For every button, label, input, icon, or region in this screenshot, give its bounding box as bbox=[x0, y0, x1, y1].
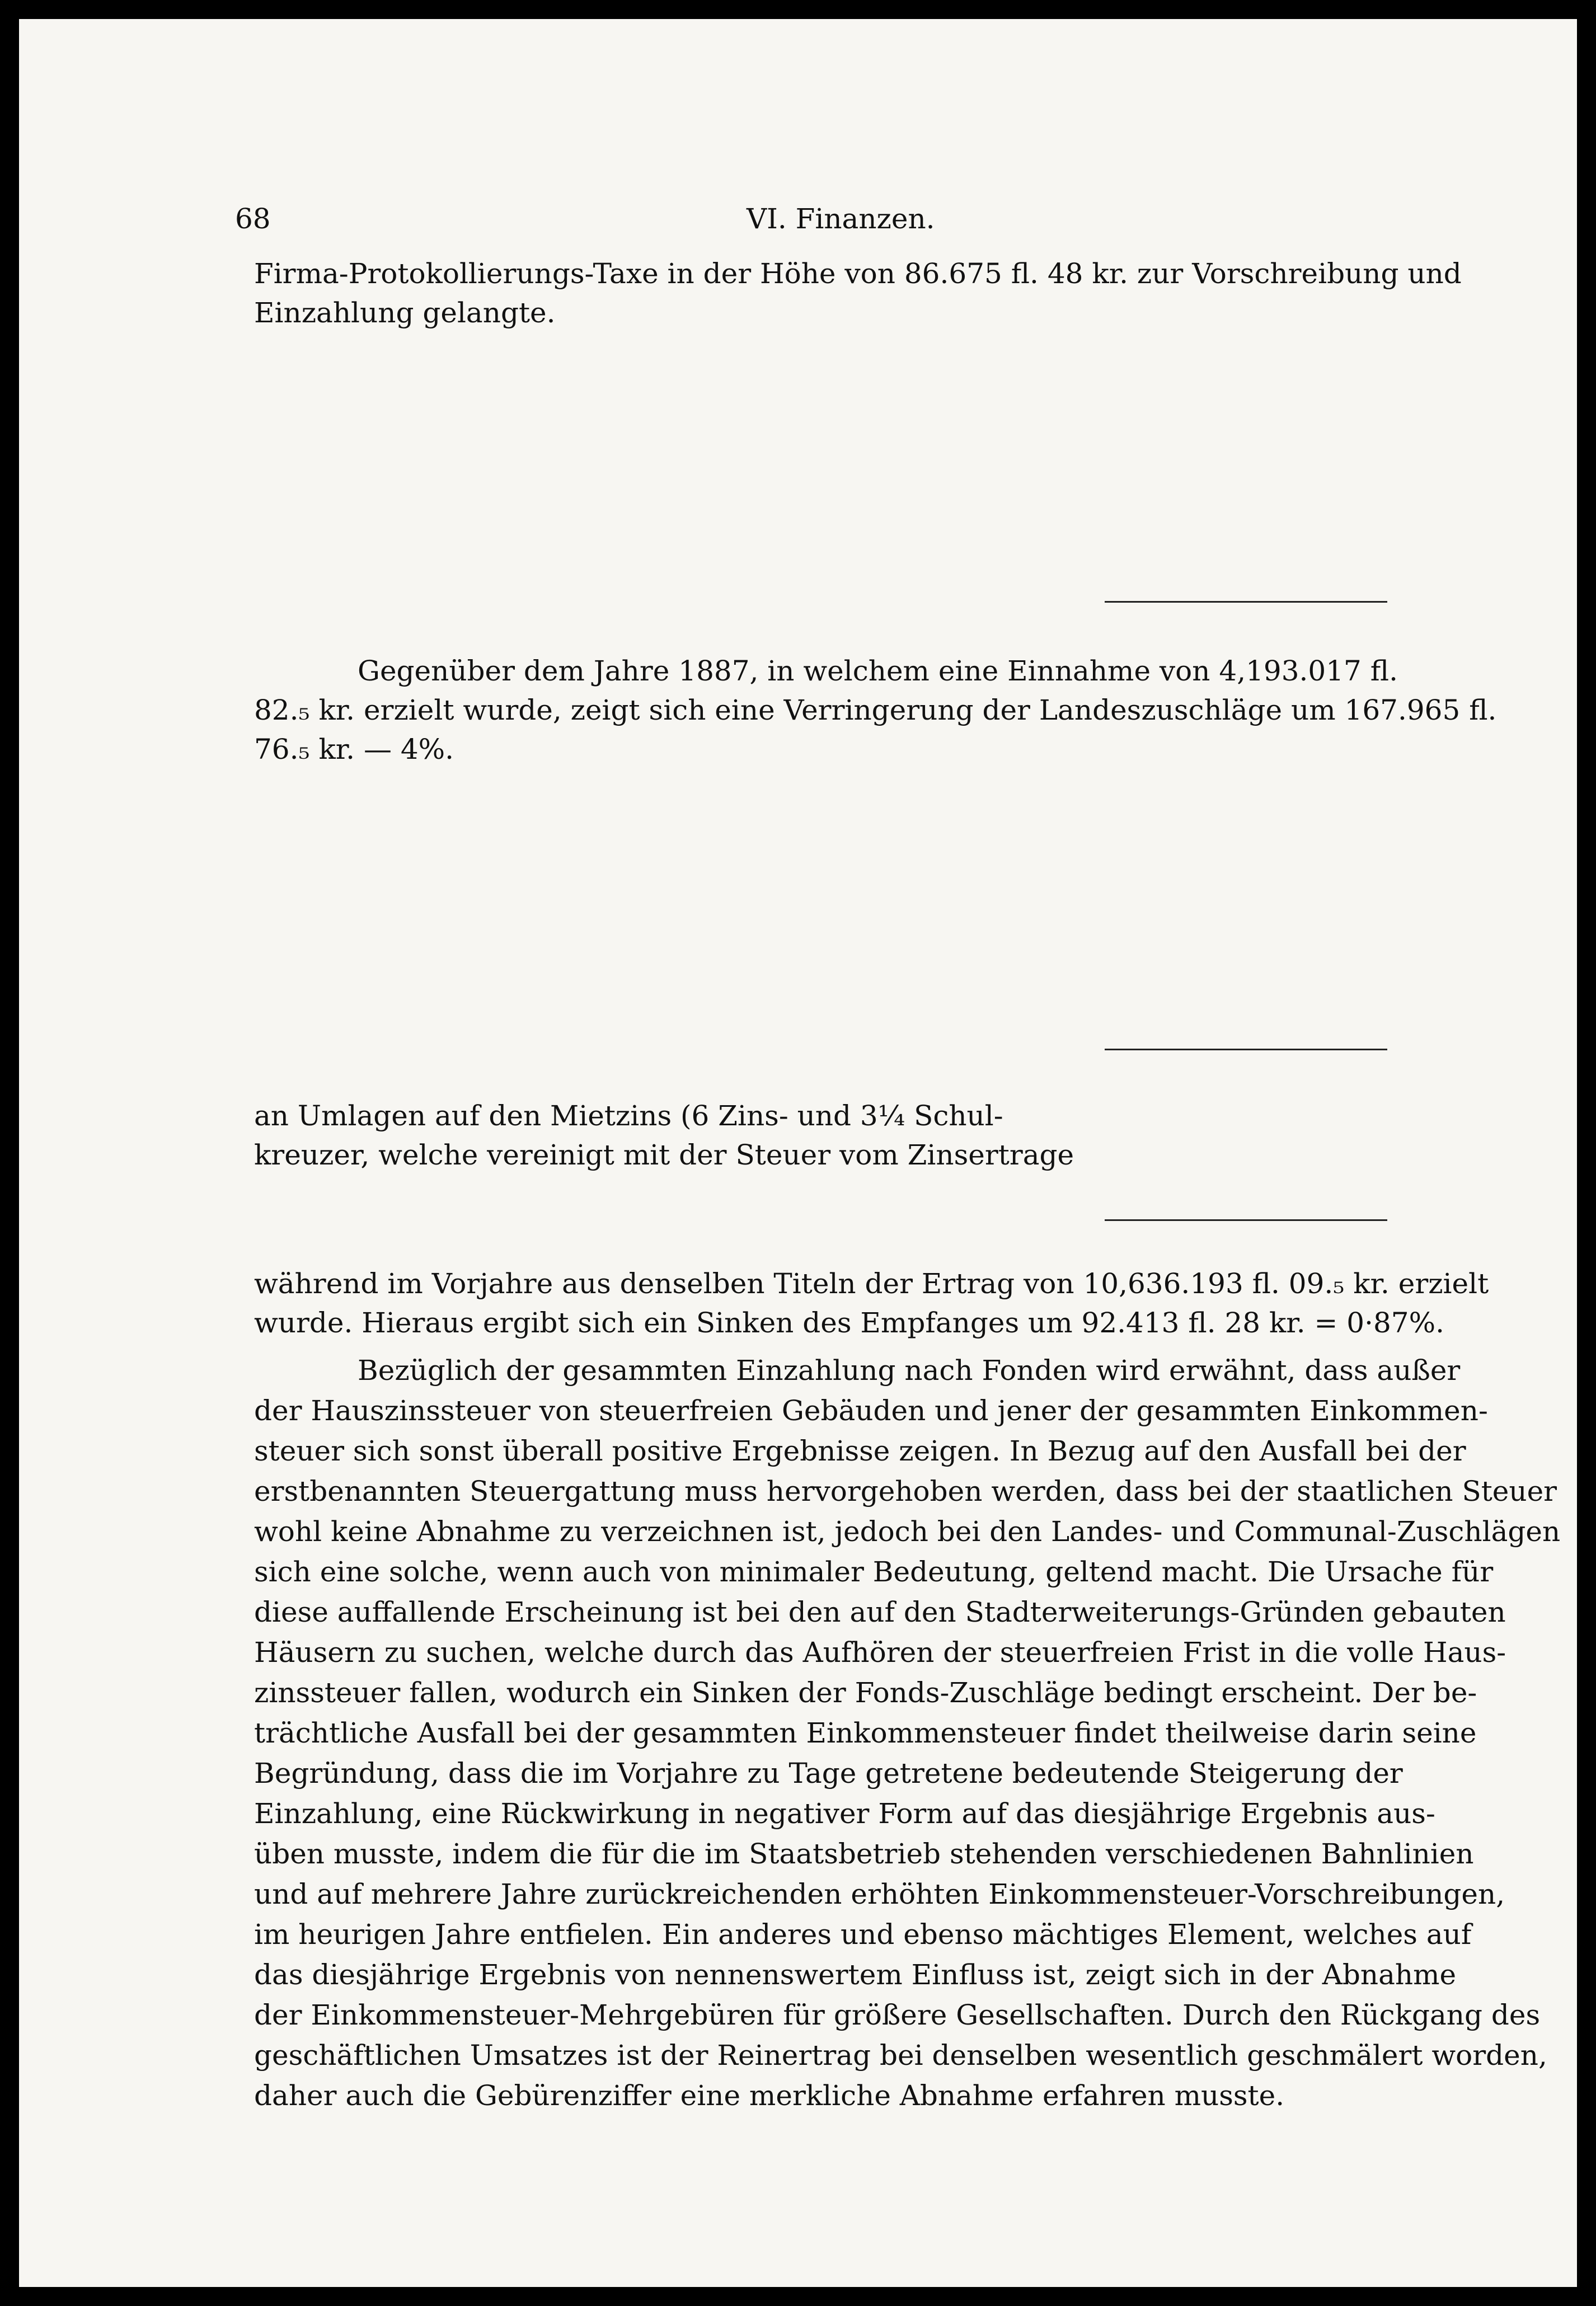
paragraph-line: Häusern zu suchen, welche durch das Aufhören der steuerfreien Frist in die volle Haus- bbox=[254, 1636, 1506, 1669]
paragraph-line: Begründung, dass die im Vorjahre zu Tage getretene bedeutende Steigerung der bbox=[254, 1757, 1403, 1790]
intro-line-1: Firma-Protokollierungs-Taxe in der Höhe von 86.675 fl. 48 kr. zur Vorschreibung und bbox=[254, 257, 1462, 290]
paragraph-line: zinssteuer fallen, wodurch ein Sinken der Fonds-Zuschläge bedingt erscheint. Der be- bbox=[254, 1676, 1477, 1709]
comparison-line-2: 82.₅ kr. erzielt wurde, zeigt sich eine Verringerung der Landeszuschläge um 167.965 fl. bbox=[254, 694, 1497, 726]
paragraph-line: im heurigen Jahre entfielen. Ein anderes und ebenso mächtiges Element, welches auf bbox=[254, 1918, 1472, 1951]
paragraph-line: der Einkommensteuer-Mehrgebüren für größere Gesellschaften. Durch den Rückgang des bbox=[254, 1999, 1541, 2031]
after-total-line-1: während im Vorjahre aus denselben Titeln der Ertrag von 10,636.193 fl. 09.₅ kr. erzielt bbox=[254, 1267, 1489, 1300]
page-number: 68 bbox=[235, 203, 271, 235]
paragraph-line: das diesjährige Ergebnis von nennenswertem Einfluss ist, zeigt sich in der Abnahme bbox=[254, 1959, 1457, 1991]
paragraph-line: sich eine solche, wenn auch von minimaler Bedeutung, geltend macht. Die Ursache für bbox=[254, 1556, 1494, 1588]
paragraph-line: Bezüglich der gesammten Einzahlung nach Fonden wird erwähnt, dass außer bbox=[358, 1354, 1461, 1387]
paragraph-line: Einzahlung, eine Rückwirkung in negativer Form auf das diesjährige Ergebnis aus- bbox=[254, 1797, 1435, 1830]
paragraph-line: der Hauszinssteuer von steuerfreien Gebäuden und jener der gesammten Einkommen- bbox=[254, 1394, 1488, 1427]
paragraph-line: geschäftlichen Umsatzes ist der Reinertrag bei denselben wesentlich geschmälert worden, bbox=[254, 2039, 1547, 2072]
after-total-line-2: wurde. Hieraus ergibt sich ein Sinken des Empfanges um 92.413 fl. 28 kr. = 0·87%. bbox=[254, 1307, 1445, 1339]
paragraph-line: diese auffallende Erscheinung ist bei den auf den Stadterweiterungs-Gründen gebauten bbox=[254, 1596, 1506, 1628]
paragraph-line: wohl keine Abnahme zu verzeichnen ist, jedoch bei den Landes- und Communal-Zuschlägen bbox=[254, 1515, 1561, 1548]
comparison-line-3: 76.₅ kr. — 4%. bbox=[254, 733, 454, 765]
paragraph-line: steuer sich sonst überall positive Ergebnisse zeigen. In Bezug auf den Ausfall bei der bbox=[254, 1435, 1466, 1467]
umlagen-line-1: an Umlagen auf den Mietzins (6 Zins- und 3¼ Schul- bbox=[254, 1100, 1003, 1132]
umlagen-line-2: kreuzer, welche vereinigt mit der Steuer vom Zinsertrage bbox=[254, 1139, 1074, 1171]
sum-rule bbox=[1105, 1219, 1387, 1221]
intro-line-2: Einzahlung gelangte. bbox=[254, 297, 556, 329]
running-head: VI. Finanzen. bbox=[747, 203, 935, 235]
sum-rule bbox=[1105, 1049, 1387, 1050]
sum-rule bbox=[1105, 601, 1387, 603]
scanned-page bbox=[19, 19, 1577, 2287]
paragraph-line: trächtliche Ausfall bei der gesammten Einkommensteuer findet theilweise darin seine bbox=[254, 1717, 1477, 1749]
paragraph-line: daher auch die Gebürenziffer eine merkliche Abnahme erfahren musste. bbox=[254, 2079, 1285, 2112]
paragraph-line: erstbenannten Steuergattung muss hervorgehoben werden, dass bei der staatlichen Steuer bbox=[254, 1475, 1557, 1507]
paragraph-line: und auf mehrere Jahre zurückreichenden erhöhten Einkommensteuer-Vorschreibungen, bbox=[254, 1878, 1505, 1910]
paragraph-line: üben musste, indem die für die im Staatsbetrieb stehenden verschiedenen Bahnlinien bbox=[254, 1838, 1474, 1870]
comparison-line-1: Gegenüber dem Jahre 1887, in welchem eine Einnahme von 4,193.017 fl. bbox=[358, 655, 1398, 687]
